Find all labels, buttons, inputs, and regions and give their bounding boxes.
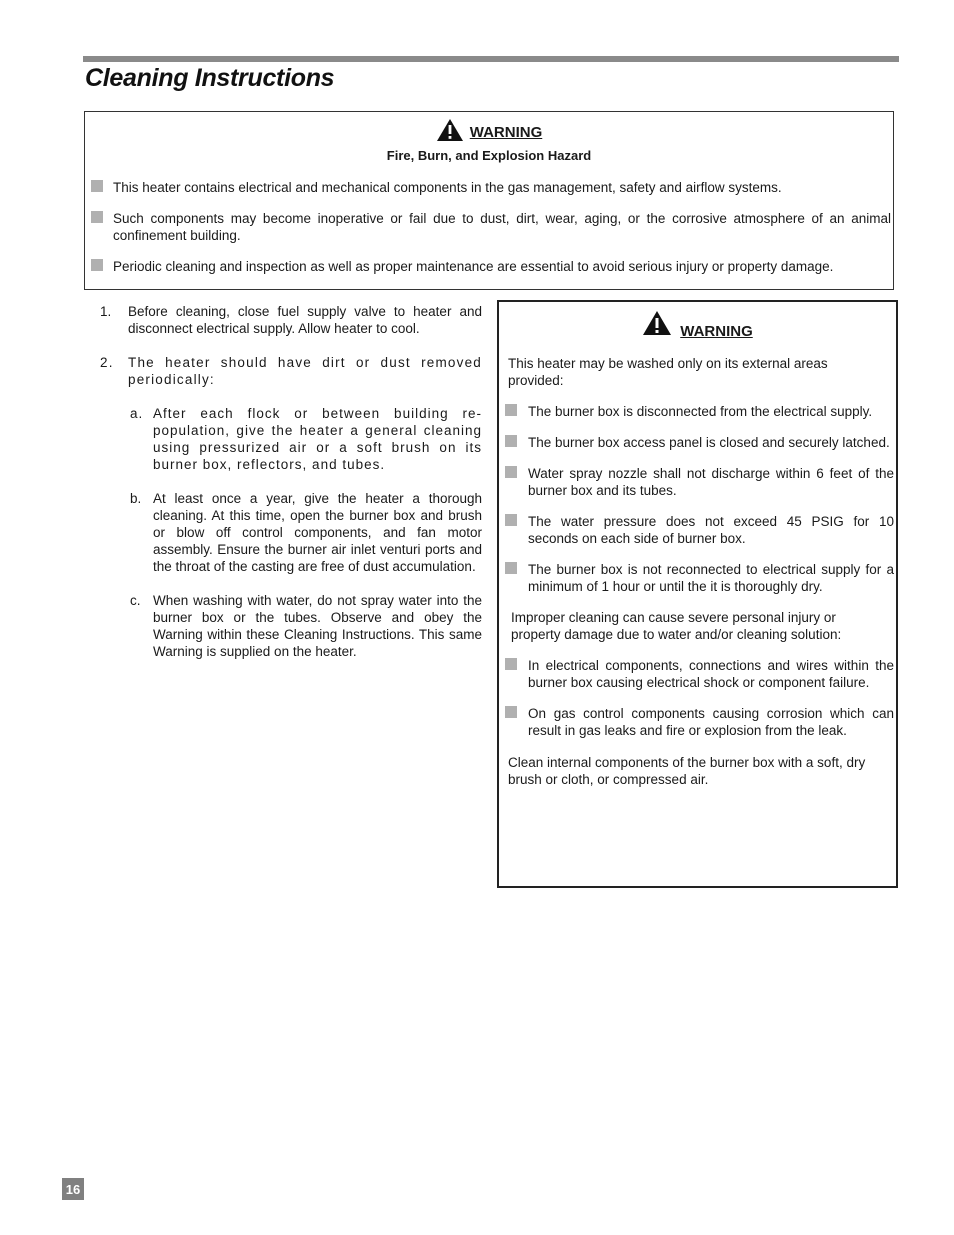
damage-bullet: On gas control components causing corrosion which can result in gas leaks and fire or explosion from the leak. [499,705,896,739]
bullet-square-icon [505,562,517,574]
washing-intro: This heater may be washed only on its external areas provided: [508,356,828,388]
bullet-square-icon [505,404,517,416]
warning-header [499,310,896,340]
bullet-square-icon [505,435,517,447]
step-1 [100,303,482,337]
closing-note: Clean internal components of the burner box with a soft, dry brush or cloth, or compressed air. [508,755,866,787]
warning-label: WARNING [469,124,543,141]
warning-triangle-icon [642,310,672,340]
step-text: Before cleaning, close fuel supply valve to heater and disconnect electrical supply. Allow heater to cool. [128,304,482,336]
bullet-square-icon [91,259,103,271]
bullet-square-icon [505,514,517,526]
warning-bullet: Periodic cleaning and inspection as well as proper maintenance are essential to avoid serious injury or property damage. [85,258,893,275]
substep-text: After each flock or between building re-population, give the heater a general cleaning using pressurized air or a soft brush on its burner box, reflectors, and tubes. [153,406,482,472]
warning-triangle-icon [436,118,464,147]
warning-header [85,118,893,163]
bullet-square-icon [91,180,103,192]
bullet-square-icon [91,211,103,223]
damage-intro: Improper cleaning can cause severe personal injury or property damage due to water and/or cleaning solution: [511,610,842,642]
condition-bullet: The burner box is disconnected from the electrical supply. [499,403,896,420]
warning-label: WARNING [680,323,753,340]
bullet-square-icon [505,706,517,718]
step-number: 1. [100,304,112,319]
substep-letter: a. [130,406,144,421]
substep-letter: c. [130,593,141,608]
washing-warning-box [497,300,898,888]
condition-bullet: The burner box access panel is closed and securely latched. [499,434,896,451]
substep-c [100,592,482,660]
warning-subtitle: Fire, Burn, and Explosion Hazard [386,148,592,163]
bullet-square-icon [505,658,517,670]
hazard-warning-box [84,111,894,290]
substep-letter: b. [130,491,142,506]
page-title: Cleaning Instructions [85,64,335,92]
condition-bullet: The burner box is not reconnected to electrical supply for a minimum of 1 hour or until the it is thoroughly dry. [499,561,896,595]
step-number: 2. [100,355,114,370]
warning-bullet: This heater contains electrical and mechanical components in the gas management, safety and airflow systems. [85,179,893,196]
substep-b [100,490,482,575]
bullet-square-icon [505,466,517,478]
page-number: 16 [62,1178,84,1200]
header-rule [83,56,899,62]
step-2 [100,354,482,388]
cleaning-steps [100,303,482,660]
damage-bullet: In electrical components, connections and wires within the burner box causing electrical shock or component failure. [499,657,896,691]
substep-a [100,405,482,473]
step-text: The heater should have dirt or dust removed periodically: [128,355,482,387]
substep-text: When washing with water, do not spray water into the burner box or the tubes. Observe and obey the Warning within these Cleaning Instructions. This same Warning is supplied on the heater. [153,593,482,659]
condition-bullet: Water spray nozzle shall not discharge within 6 feet of the burner box and its tubes. [499,465,896,499]
warning-bullet: Such components may become inoperative or fail due to dust, dirt, wear, aging, or the corrosive atmosphere of an animal confinement building. [85,210,893,244]
substep-text: At least once a year, give the heater a thorough cleaning. At this time, open the burner box and brush or blow off control components, and fan motor assembly. Ensure the burner air inlet venturi ports and the throat of the casting are free of dust accumulation. [153,491,482,574]
condition-bullet: The water pressure does not exceed 45 PSIG for 10 seconds on each side of burner box. [499,513,896,547]
